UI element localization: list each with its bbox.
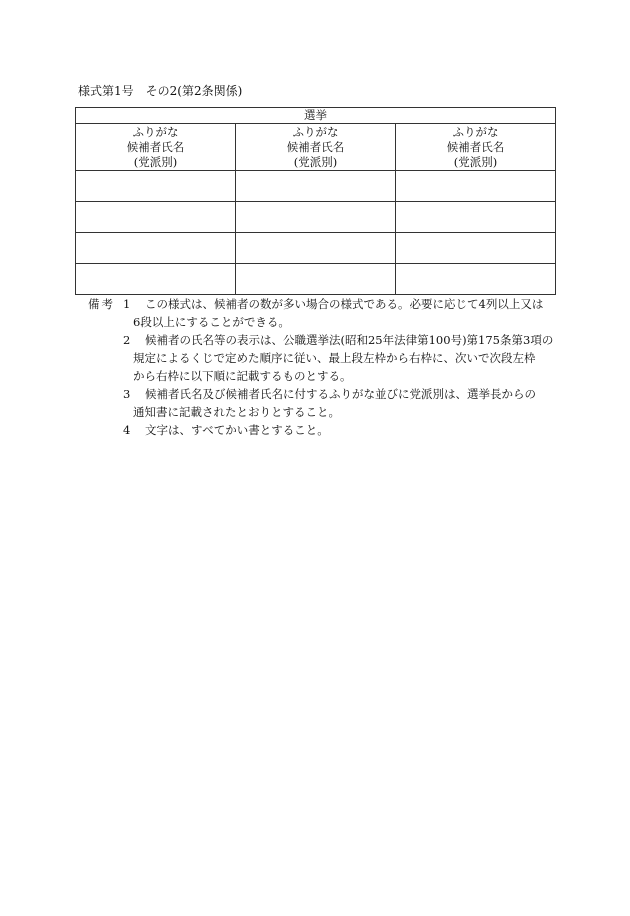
- candidate-cell: [396, 233, 556, 264]
- table-row: [76, 202, 556, 233]
- remark-line: 文字は、すべてかい書とすること。: [145, 423, 329, 437]
- candidate-name-label: 候補者氏名: [126, 139, 185, 154]
- table-row: [76, 264, 556, 295]
- candidate-name-label: 候補者氏名: [446, 139, 505, 154]
- remark-number: 1: [123, 297, 131, 311]
- remark-number: 2: [123, 333, 131, 347]
- furigana-label: ふりがな: [292, 124, 339, 139]
- candidate-cell: [76, 171, 236, 202]
- remark-number: 3: [123, 387, 131, 401]
- election-row: [76, 108, 556, 124]
- remark-text: [128, 385, 558, 421]
- remarks-label: 備考: [88, 297, 115, 311]
- remark-number: 4: [123, 423, 131, 437]
- remark-line: 規定によるくじで定めた順序に従い、最上段左枠から右枠に、次いで次段左枠: [133, 351, 536, 365]
- candidate-name-label: 候補者氏名: [286, 139, 345, 154]
- table-row: [76, 233, 556, 264]
- remark-line: 候補者氏名及び候補者氏名に付するふりがな並びに党派別は、選挙長からの: [145, 387, 536, 401]
- candidate-table: [75, 107, 556, 295]
- column-header-row: [76, 124, 556, 171]
- column-header-3: [396, 124, 556, 171]
- remark-text: [128, 295, 558, 331]
- candidate-cell: [396, 202, 556, 233]
- candidate-cell: [236, 202, 396, 233]
- candidate-cell: [396, 171, 556, 202]
- remarks-section: [88, 295, 558, 439]
- remark-line: から右枠に以下順に記載するものとする。: [133, 369, 352, 383]
- remark-line: 通知書に記載されたとおりとすること。: [133, 405, 340, 419]
- candidate-cell: [236, 264, 396, 295]
- furigana-label: ふりがな: [132, 124, 179, 139]
- remark-text: [128, 421, 558, 439]
- column-header-2: [236, 124, 396, 171]
- remark-item-3: [88, 385, 558, 421]
- remark-line: 6段以上にすることができる。: [133, 315, 290, 329]
- candidate-cell: [236, 233, 396, 264]
- party-label: (党派別): [133, 154, 178, 169]
- remark-text: [128, 331, 558, 385]
- column-header-1: [76, 124, 236, 171]
- candidate-cell: [76, 202, 236, 233]
- party-label: (党派別): [293, 154, 338, 169]
- table-row: [76, 171, 556, 202]
- remark-line: 候補者の氏名等の表示は、公職選挙法(昭和25年法律第100号)第175条第3項の: [145, 333, 554, 347]
- remark-item-2: [88, 331, 558, 385]
- candidate-cell: [76, 264, 236, 295]
- candidate-cell: [396, 264, 556, 295]
- election-name-cell: 選挙: [76, 108, 556, 124]
- remark-line: この様式は、候補者の数が多い場合の様式である。必要に応じて4列以上又は: [145, 297, 544, 311]
- remark-item-1: [88, 295, 558, 331]
- candidate-cell: [236, 171, 396, 202]
- form-title: 様式第1号 その2(第2条関係): [78, 84, 243, 98]
- remark-item-4: [88, 421, 558, 439]
- candidate-cell: [76, 233, 236, 264]
- party-label: (党派別): [453, 154, 498, 169]
- furigana-label: ふりがな: [452, 124, 499, 139]
